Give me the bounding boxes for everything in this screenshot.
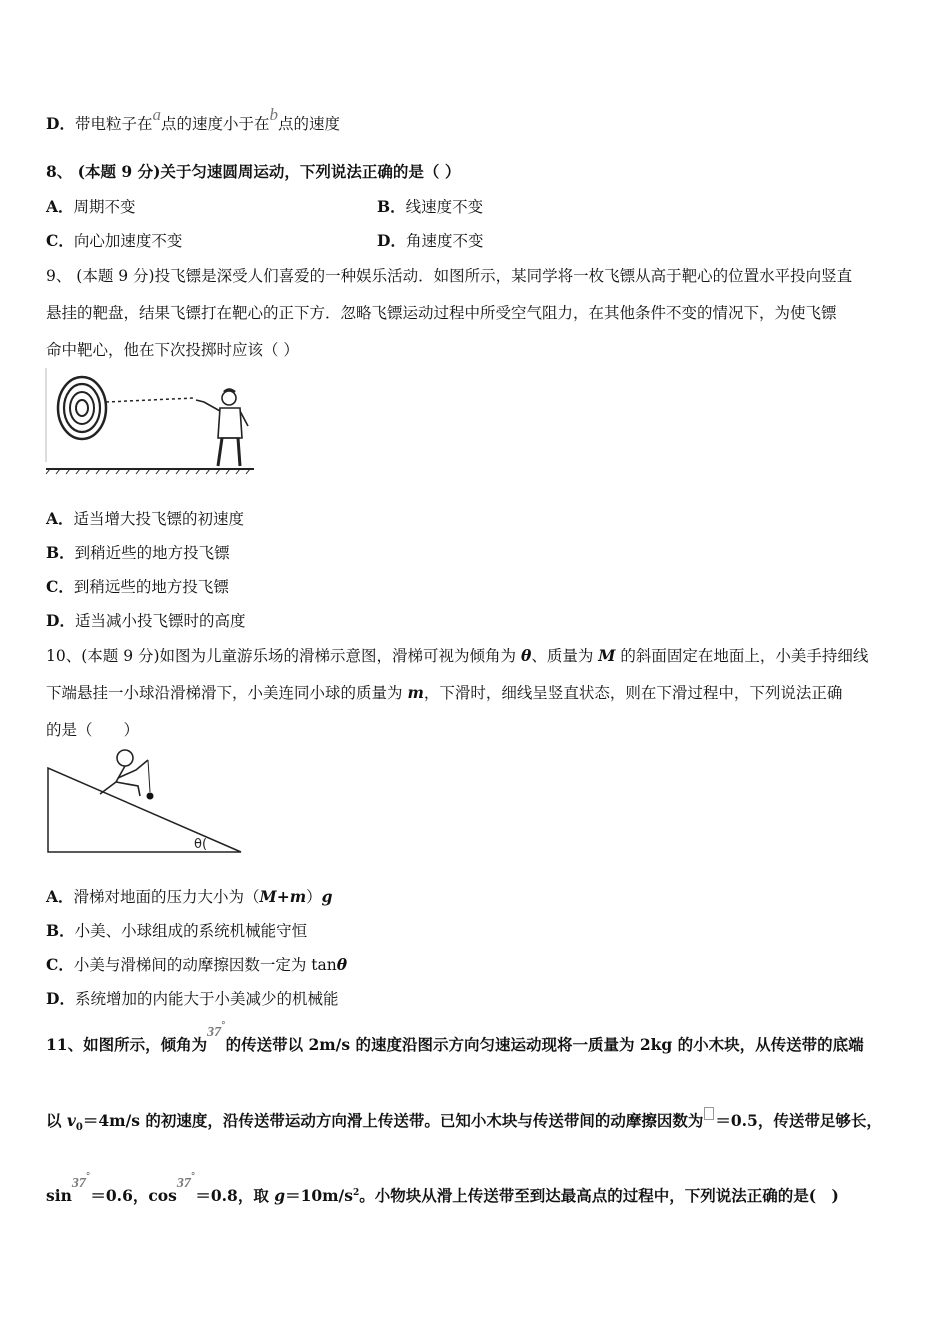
option-text: 点的速度小于在 [160,115,270,133]
option-label: B． [46,543,75,562]
theta-symbol: θ [520,646,532,665]
q10-option-d [46,987,338,1009]
option-label: D． [46,989,75,1008]
q11-stem-line-2 [46,1109,882,1133]
formula-mass-sum: M+m [259,887,307,906]
q9-stem-line-3: 命中靶心，他在下次投掷时应该（ ） [46,341,299,359]
stem-text: 10、(本题 9 分)如图为儿童游乐场的滑梯示意图，滑梯可视为倾角为 [46,647,521,665]
q9-option-a [46,507,244,529]
stem-text: 的斜面固定在地面上，小美手持细线 [615,647,869,665]
dart-figure [44,366,256,476]
q10-stem-line-1 [46,644,868,666]
q11-stem-line-1 [46,1021,864,1055]
option-label: D． [46,114,75,133]
option-label: B． [377,197,406,216]
degree-symbol: ° [190,1172,196,1182]
girl-figure [100,750,150,796]
q11-stem-line-3 [46,1172,839,1206]
slide-figure [44,746,246,858]
stem-text: 下端悬挂一小球沿滑梯滑下，小美连同小球的质量为 [46,684,408,702]
option-text: 滑梯对地面的压力大小为（ [73,888,260,906]
q8-option-c [46,229,182,251]
option-label: A． [46,887,74,906]
angle-label: θ( [194,837,208,852]
thrower-figure [196,390,248,467]
stem-text: ，下滑时，细线呈竖直状态，则在下滑过程中，下列说法正确 [423,684,843,702]
option-text: 点的速度 [277,115,340,133]
option-label: A． [46,197,74,216]
q9-stem-line-2: 悬挂的靶盘，结果飞镖打在靶心的正下方．忽略飞镖运动过程中所受空气阻力，在其他条件不变的情况下，为使飞镖 [46,304,837,322]
option-label: C． [46,231,74,250]
angle-37: 37 [71,1176,86,1191]
dartboard [58,377,106,439]
pendulum-ball [147,793,154,800]
option-text: 线速度不变 [405,198,484,216]
q8-option-b [377,195,483,217]
option-label: C． [46,577,74,596]
q10-stem-line-3: 的是（ ） [46,721,140,739]
option-text: 向心加速度不变 [73,232,183,250]
q9-stem-line-1: 9、 (本题 9 分)投飞镖是深受人们喜爱的一种娱乐活动．如图所示，某同学将一枚飞镖从高于靶心的位置水平投向竖直 [46,267,853,285]
option-text: 到稍近些的地方投飞镖 [74,544,230,562]
stem-text: 以 [46,1111,67,1130]
stem-text: 、质量为 [531,647,599,665]
q10-option-c [46,953,347,975]
option-text: 系统增加的内能大于小美减少的机械能 [74,990,339,1008]
slide-incline [48,768,241,852]
q10-option-b [46,919,307,941]
q10-option-a [46,885,332,907]
option-text: 小美、小球组成的系统机械能守恒 [74,922,308,940]
angle-37: 37 [207,1025,222,1040]
option-text: 带电粒子在 [74,115,153,133]
stem-text: 的传送带以 2m/s 的速度沿图示方向匀速运动现将一质量为 2kg 的小木块，从传送带的底端 [225,1035,864,1054]
q8-option-a [46,195,136,217]
q9-option-b [46,541,230,563]
option-text: 适当减小投飞镖时的高度 [74,612,246,630]
q7-option-d [46,105,340,134]
degree-symbol: ° [221,1021,226,1031]
option-label: A． [46,509,74,528]
stem-text: 。小物块从滑上传送带至到达最高点的过程中，下列说法正确的是( ) [359,1186,839,1205]
angle-37: 37 [176,1176,191,1191]
stem-text: ＝0.5，传送带足够长， [715,1111,882,1130]
mass-m: m [407,683,424,702]
degree-symbol: ° [85,1172,91,1182]
stem-text: ＝4m/s 的初速度，沿传送带运动方向滑上传送带。已知小木块与传送带间的动摩擦因数为 [82,1111,704,1130]
option-label: B． [46,921,75,940]
stem-text: ＝10m/s [285,1186,353,1205]
q9-option-d [46,609,245,631]
dart-trajectory [106,398,194,402]
option-text: 角速度不变 [405,232,484,250]
option-text: 到稍远些的地方投飞镖 [73,578,229,596]
gravity-g: g [274,1186,286,1205]
option-text: 适当增大投飞镖的初速度 [73,510,245,528]
sin-label: sin [46,1186,72,1205]
option-label: C． [46,955,74,974]
stem-text: ＝0.6，cos [90,1186,177,1205]
q8-option-d [377,229,483,251]
option-label: D． [46,611,75,630]
q10-stem-line-2 [46,681,842,703]
velocity-v: v [66,1111,76,1130]
q8-stem: 8、 (本题 9 分)关于匀速圆周运动，下列说法正确的是（ ） [46,162,461,181]
option-text: 小美与滑梯间的动摩擦因数一定为 tan [73,956,337,974]
theta-symbol: θ [336,955,348,974]
stem-text: 11、如图所示，倾角为 [46,1035,208,1054]
option-text: ） [306,888,322,906]
mass-M: M [598,646,616,665]
variable-b: b [269,105,278,124]
q9-option-c [46,575,229,597]
option-label: D． [377,231,406,250]
square-superscript: 2 [352,1187,360,1198]
stem-text: ＝0.8，取 [195,1186,275,1205]
variable-a: a [152,105,161,124]
option-text: 周期不变 [73,198,136,216]
mu-symbol-icon [704,1107,714,1120]
gravity-g: g [321,887,333,906]
velocity-subscript: 0 [75,1122,83,1134]
